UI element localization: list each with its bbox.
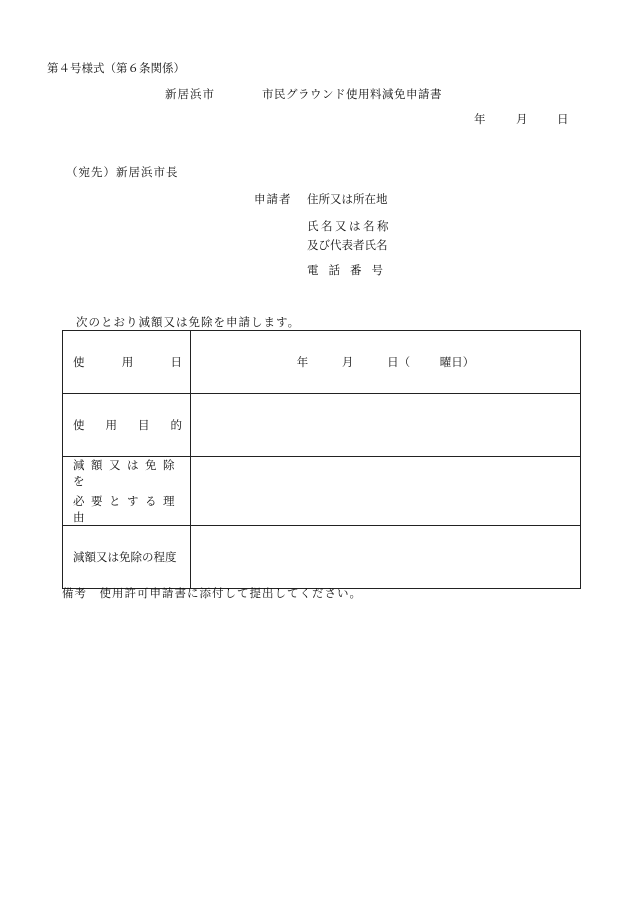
- usage-date-char: 用: [121, 355, 134, 369]
- usage-purpose-char: 用: [105, 418, 117, 432]
- usage-purpose-char: 使: [73, 418, 85, 432]
- degree-label: [63, 526, 191, 589]
- degree-value[interactable]: [191, 526, 581, 589]
- degree-label-text: 減額又は免除の程度: [73, 550, 177, 564]
- date-month: 月: [516, 112, 528, 126]
- intro-text: 次のとおり減額又は免除を申請します。: [76, 315, 301, 329]
- reason-value[interactable]: [191, 457, 581, 526]
- date-day: 日: [557, 112, 569, 126]
- reason-label-line1: 減額又は免除を: [73, 458, 181, 488]
- usage-year: 年: [296, 355, 309, 369]
- usage-purpose-char: 目: [138, 418, 150, 432]
- form-number: 第４号様式（第６条関係）: [47, 61, 185, 75]
- reason-label: [63, 457, 191, 526]
- remarks: 備考 使用許可申請書に添付して提出してください。: [62, 586, 362, 600]
- name-label-line2: 及び代表者氏名: [307, 238, 388, 252]
- usage-purpose-label: [63, 394, 191, 457]
- city-name: 新居浜市: [165, 87, 215, 101]
- addressee: （宛先）新居浜市長: [66, 165, 179, 179]
- usage-purpose-value[interactable]: [191, 394, 581, 457]
- usage-date-value[interactable]: [191, 331, 581, 394]
- address-label: 住所又は所在地: [307, 192, 388, 206]
- usage-day: 日（: [387, 355, 411, 369]
- table-row-reason: [63, 457, 581, 526]
- table-row-usage-date: [63, 331, 581, 394]
- usage-month: 月: [341, 355, 354, 369]
- usage-purpose-char: 的: [170, 418, 182, 432]
- date-year: 年: [474, 112, 486, 126]
- reason-label-line2: 必要とする理由: [73, 494, 181, 524]
- name-label-line1: 氏名又は名称: [307, 219, 391, 233]
- usage-weekday: 曜日）: [439, 355, 475, 369]
- table-row-degree: [63, 526, 581, 589]
- usage-date-label: [63, 331, 191, 394]
- form-title: 市民グラウンド使用料減免申請書: [262, 87, 442, 101]
- table-row-usage-purpose: [63, 394, 581, 457]
- usage-date-char: 日: [170, 355, 182, 369]
- applicant-label: 申請者: [254, 192, 292, 206]
- application-table: [62, 330, 581, 589]
- usage-date-char: 使: [73, 355, 85, 369]
- phone-label: 電話番号: [307, 263, 393, 277]
